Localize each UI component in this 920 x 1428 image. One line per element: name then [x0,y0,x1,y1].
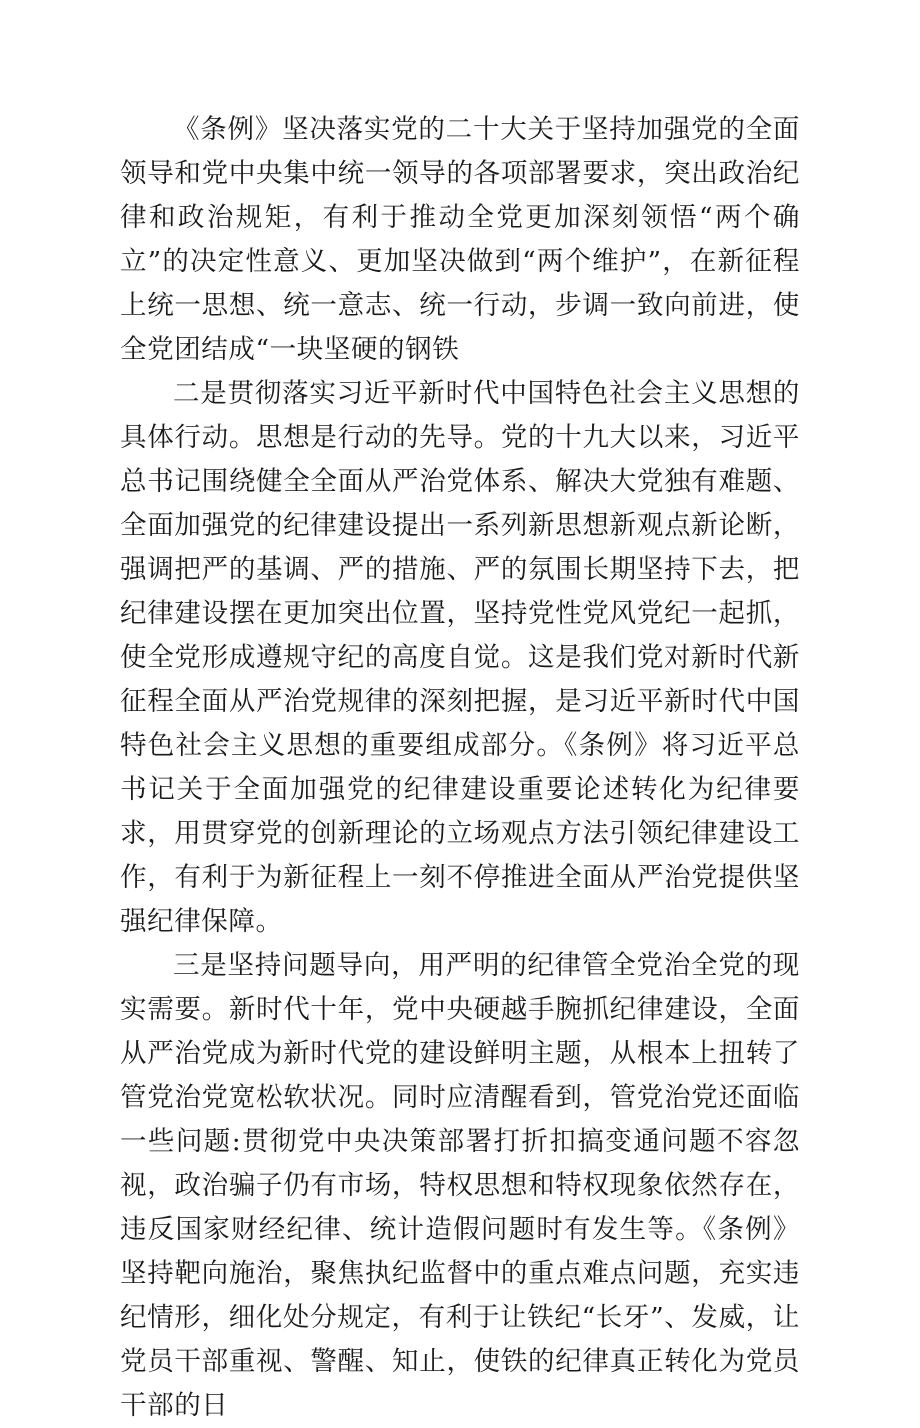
paragraph-3: 三是坚持问题导向，用严明的纪律管全党治全党的现实需要。新时代十年，党中央硬越手腕抓纪律建设，全面从严治党成为新时代党的建设鲜明主题，从根本上扭转了管党治党宽松软状况。同时应清醒看到，管党治党还面临一些问题:贯彻党中央决策部署打折扣搞变通问题不容忽视，政治骗子仍有市场，特权思想和特权现象依然存在，违反国家财经纪律、统计造假问题时有发生等。《条例》坚持靶向施治，聚焦执纪监督中的重点难点问题，充实违纪情形，细化处分规定，有利于让铁纪“长牙”、发威，让党员干部重视、警醒、知止，使铁的纪律真正转化为党员干部的日 [120,950,800,1421]
paragraph-2: 二是贯彻落实习近平新时代中国特色社会主义思想的具体行动。思想是行动的先导。党的十九大以来，习近平总书记围绕健全全面从严治党体系、解决大党独有难题、全面加强党的纪律建设提出一系列新思想新观点新论断，强调把严的基调、严的措施、严的氛围长期坚持下去，把纪律建设摆在更加突出位置，坚持党性党风党纪一起抓，使全党形成遵规守纪的高度自觉。这是我们党对新时代新征程全面从严治党规律的深刻把握，是习近平新时代中国特色社会主义思想的重要组成部分。《条例》将习近平总书记关于全面加强党的纪律建设重要论述转化为纪律要求，用贯穿党的创新理论的立场观点方法引领纪律建设工作，有利于为新征程上一刻不停推进全面从严治党提供坚强纪律保障。 [120,378,800,937]
paragraph-1: 《条例》坚决落实党的二十大关于坚持加强党的全面领导和党中央集中统一领导的各项部署要求，突出政治纪律和政治规矩，有利于推动全党更加深刻领悟“两个确立”的决定性意义、更加坚决做到“两个维护”，在新征程上统一思想、统一意志、统一行动，步调一致向前进，使全党团结成“一块坚硬的钢铁 [120,114,800,365]
document-body [120,108,800,1428]
